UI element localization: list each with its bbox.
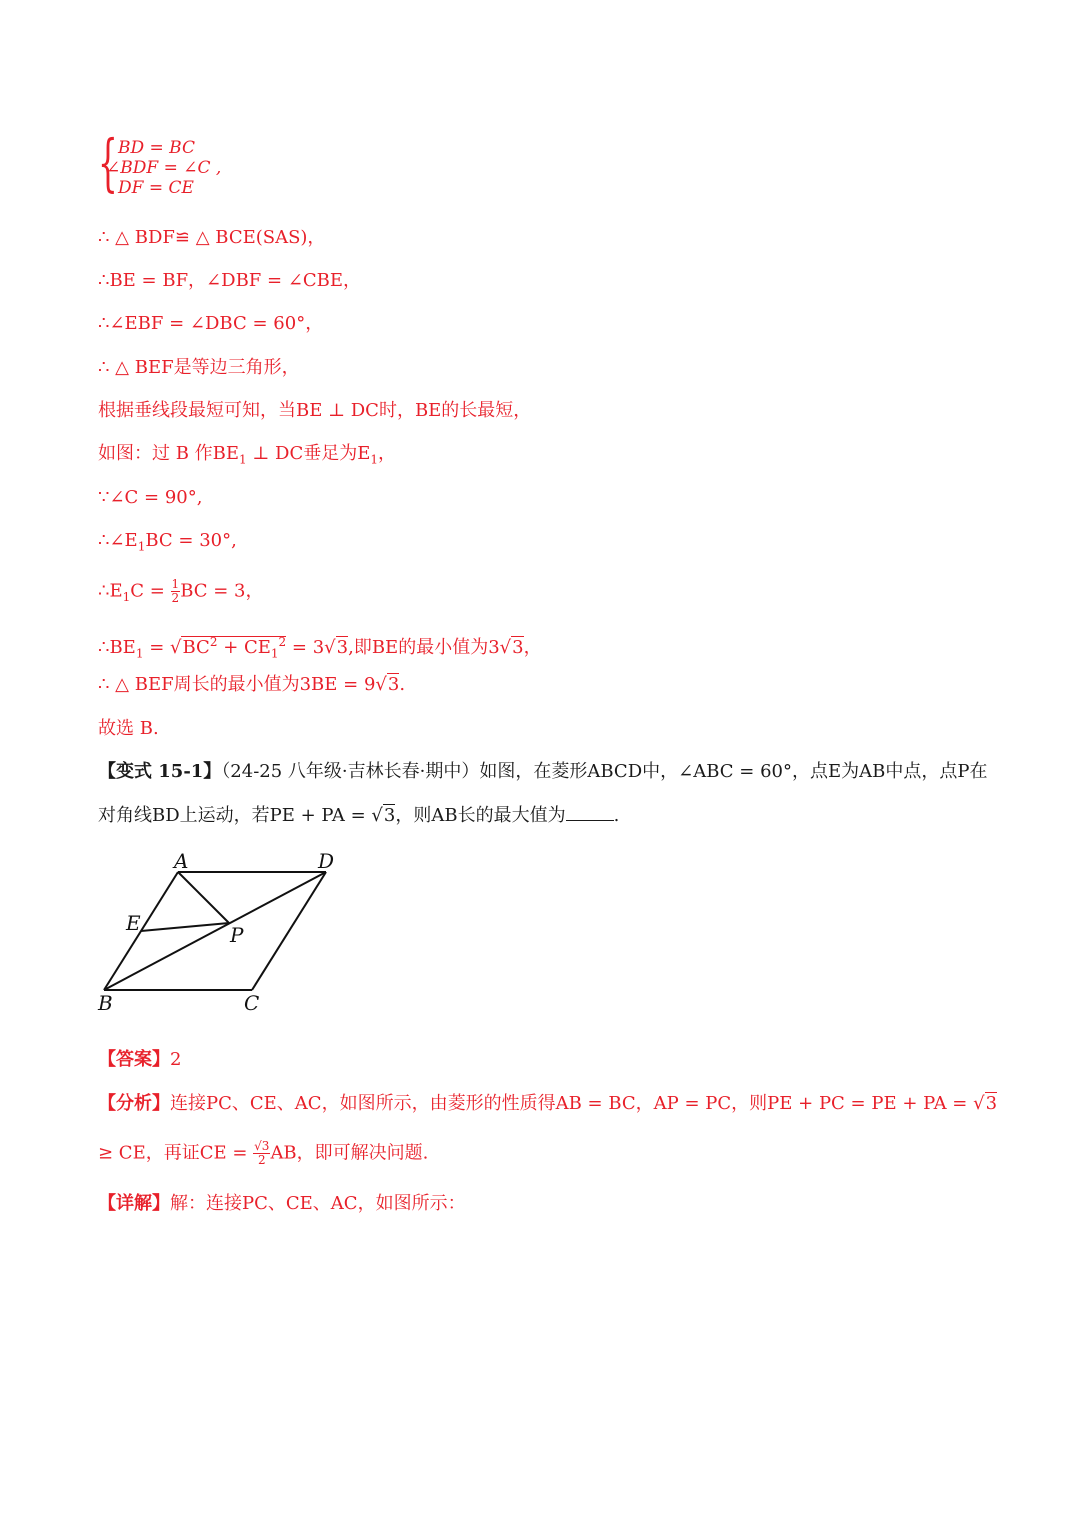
l9-sub: 1	[122, 590, 131, 605]
sqrt-3-b: 3	[512, 637, 524, 658]
l6-sub-2: 1	[370, 452, 379, 467]
problem-text-2a: 对角线BD上运动，若PE + PA =	[98, 805, 372, 826]
l11-a: ∴ △ BEF周长的最小值为3BE = 9	[98, 674, 376, 695]
solution-line-12: 故选 B.	[98, 718, 159, 739]
analysis-tag: 【分析】	[98, 1093, 170, 1114]
analysis-text-2b: AB，即可解决问题.	[270, 1142, 429, 1164]
answer-value: 2	[170, 1049, 182, 1070]
frac-numerator: 1	[171, 577, 180, 591]
sqrt-3-a: 3	[336, 637, 349, 658]
fraction-one-half	[171, 578, 181, 605]
label-c: C	[244, 991, 260, 1015]
label-d: D	[318, 849, 335, 873]
equation-system	[98, 126, 298, 202]
segment-dc	[252, 872, 326, 990]
label-e: E	[126, 911, 141, 935]
analysis-text-2a: ≥ CE，再证CE =	[98, 1142, 254, 1164]
problem-source: （24-25 八年级·吉林长春·期中）	[221, 761, 480, 782]
problem-line-2: 对角线BD上运动，若PE + PA = √3，则AB长的最大值为 .	[98, 805, 620, 826]
solution-line-9	[98, 578, 264, 609]
detail-text: 解：连接PC、CE、AC，如图所示：	[170, 1193, 466, 1214]
problem-line-1	[98, 760, 987, 784]
l10-sup-2: 2	[278, 635, 287, 649]
answer-line	[98, 1048, 181, 1072]
l10-i: = 3	[286, 637, 325, 658]
l8-part-a: ∴∠E	[98, 530, 138, 551]
l6-sub-1: 1	[239, 452, 247, 467]
sqrt-3-d: 3	[383, 805, 396, 826]
problem-text-1: 如图，在菱形ABCD中，∠ABC = 60°，点E为AB中点，点P在	[479, 761, 988, 782]
system-row-2: ∠BDF = ∠C ,	[106, 158, 222, 178]
answer-blank	[566, 804, 614, 821]
fraction-sqrt3-over-2	[253, 1140, 270, 1167]
analysis-line-1: 【分析】连接PC、CE、AC，如图所示，由菱形的性质得AB = BC，AP = PC，则PE + PC = PE + PA = √3	[98, 1093, 998, 1114]
l6-part-e: ，	[378, 443, 397, 464]
l11-c: .	[399, 674, 406, 695]
problem-text-2d: .	[613, 805, 620, 826]
l8-part-c: BC = 30°,	[145, 530, 237, 551]
l6-part-a: 如图：过 B 作BE	[98, 443, 240, 464]
l8-sub: 1	[137, 539, 146, 554]
l10-f: + CE	[217, 637, 271, 658]
sqrt-expression	[181, 635, 287, 661]
l10-c: =	[143, 637, 170, 658]
sqrt-3-c: 3	[387, 674, 400, 695]
solution-line-11: ∴ △ BEF周长的最小值为3BE = 9√3.	[98, 674, 406, 695]
solution-line-8	[98, 529, 237, 559]
l9-part-d: BC = 3，	[180, 580, 264, 602]
l10-k: ,即BE的最小值为3	[348, 637, 500, 658]
label-p: P	[230, 923, 244, 947]
left-brace: {	[98, 126, 118, 199]
l10-sub-2: 1	[270, 646, 279, 661]
solution-line-3: ∴∠EBF = ∠DBC = 60°，	[98, 313, 324, 334]
frac-denominator: 2	[171, 591, 180, 605]
l10-a: ∴BE	[98, 637, 136, 658]
analysis-line-2	[98, 1140, 428, 1167]
l10-sup-1: 2	[209, 635, 218, 649]
analysis-text-1a: 连接PC、CE、AC，如图所示，由菱形的性质得AB = BC，AP = PC，则PE + PC = PE + PA =	[170, 1093, 974, 1114]
l6-part-c: ⊥ DC垂足为E	[246, 443, 371, 464]
rhombus-figure	[96, 848, 356, 1018]
solution-line-4: ∴ △ BEF是等边三角形，	[98, 357, 300, 378]
solution-line-1: ∴ △ BDF≌ △ BCE(SAS)，	[98, 227, 326, 248]
system-row-1: BD = BC	[118, 138, 195, 158]
l10-d: BC	[182, 637, 210, 658]
solution-line-6	[98, 442, 396, 472]
frac2-denominator: 2	[257, 1153, 266, 1167]
label-b: B	[98, 991, 113, 1015]
segment-ap	[178, 872, 229, 923]
problem-tag: 【变式 15-1】	[98, 761, 222, 782]
l9-part-c: C =	[130, 580, 171, 602]
detail-tag: 【详解】	[98, 1193, 170, 1214]
l10-m: ，	[523, 637, 542, 658]
sqrt-3-e: 3	[985, 1093, 998, 1114]
l9-part-a: ∴E	[98, 580, 123, 602]
solution-line-5: 根据垂线段最短可知，当BE ⊥ DC时，BE的长最短，	[98, 400, 532, 421]
detail-line	[98, 1192, 466, 1216]
system-row-3: DF = CE	[118, 178, 194, 198]
solution-line-7: ∵∠C = 90°,	[98, 487, 203, 508]
answer-tag: 【答案】	[98, 1049, 170, 1070]
problem-text-2c: ，则AB长的最大值为	[395, 805, 566, 826]
solution-line-2: ∴BE = BF，∠DBF = ∠CBE，	[98, 270, 362, 291]
frac2-numerator: √3	[254, 1139, 270, 1153]
solution-line-10: $\therefore BE_1 = √BC^2 + CE_1^2 = 3√3$,即BE的最小值为3√3，	[98, 635, 542, 661]
l10-sub: 1	[135, 646, 144, 661]
label-a: A	[174, 849, 189, 873]
